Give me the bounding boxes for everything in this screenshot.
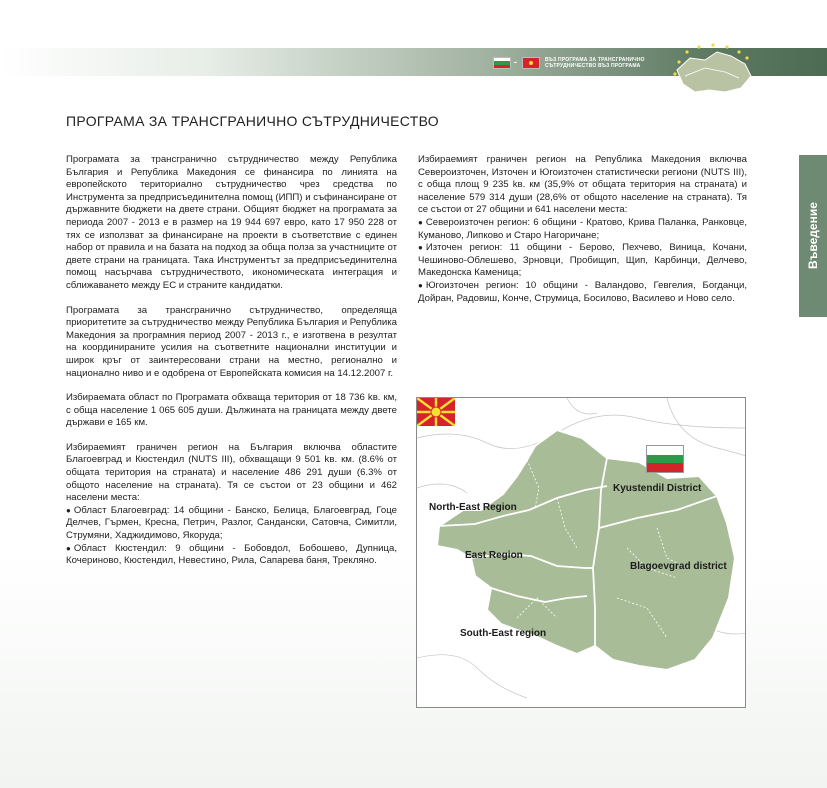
- map-label-east: East Region: [465, 550, 523, 561]
- paragraph: Избираемата област по Програмата обхваща територия от 18 736 kв. км, с обща население 1 065 605 души. Дължината на границата между двете държави е 165 км.: [66, 392, 397, 429]
- paragraph: Програмата за трансгранично сътрудничество между Република България и Република Македония се финансира по линията на европейското териториално сътрудничество чрез средства по Инструмента за предприсъединителна помощ (ИПП) и съфинансиране от държавните бюджети на двете страни. Общият бюджет на програмата за периода 2007 - 2013 е в размер на 19 944 697 евро, като 17 950 228 от тях се използват за финансиране на проекти в съответствие с единен набор от правила и на базата на подход за обща полза за участниците от двете страни на границата. Така Инструментът за предприсъединителна помощ насърчава сътрудничеството, икономическата интеграция и сближаването между ЕС и страните кандидатки.: [66, 154, 397, 291]
- header-logo-text: ВЪЗ ПРОГРАМА ЗА ТРАНСГРАНИЧНО СЪТРУДНИЧЕСТВО ВЪЗ ПРОГРАМА: [545, 57, 645, 69]
- bulgarian-flag-icon: [646, 445, 684, 473]
- macedonian-flag-icon: [417, 398, 455, 426]
- macedonian-flag-icon: [522, 57, 540, 69]
- flag-separator: -: [514, 57, 517, 67]
- paragraph-with-list: [66, 442, 397, 568]
- bullet-icon: ●: [66, 505, 71, 515]
- bullet-icon: ●: [66, 543, 71, 553]
- map-label-blagoevgrad: Blagoevgrad district: [630, 561, 727, 572]
- bullet-icon: ●: [418, 280, 423, 290]
- map-label-kyustendil: Kyustendil District: [613, 483, 702, 494]
- bullet-icon: ●: [418, 217, 423, 227]
- paragraph: Избираемият граничен регион на България включва областите Благоевград и Кюстендил (NUTS III), обхващащи 9 501 kв. км. (8.6% от общата територия на страната) и население 486 291 души (6.3% от общото население на страната). Тя се състои от 23 общини и 462 населени места:: [66, 441, 397, 504]
- paragraph: Програмата за трансгранично сътрудничество, определяща приоритетите за сътрудничество между Република България и Република Македония за програмния период 2007 - 2013 г., е изготвена в резултат на координираните усилия на съответните национални институции и широк кръг от заинтересовани страни на местно, регионално и национално ниво и е одобрена от Европейската комисия на 14.12.2007 г.: [66, 304, 397, 379]
- list-item: ● Източен регион: 11 общини - Берово, Пехчево, Виница, Кочани, Чешиново-Облешево, Зрновци, Пробищип, Щип, Карбинци, Делчево, Македонска Каменица;: [418, 242, 747, 279]
- right-column: [418, 154, 747, 305]
- map-label-south-east: South-East region: [460, 628, 547, 639]
- list-item: ● Област Благоевград: 14 общини - Банско, Белица, Благоевград, Гоце Делчев, Гърмен, Кресна, Петрич, Разлог, Сандански, Сатовча, Симитли, Струмяни, Хаджидимово, Якоруда;: [66, 504, 397, 542]
- left-column: [66, 154, 397, 568]
- list-item: ● Югоизточен регион: 10 общини - Валандово, Гевгелия, Богданци, Дойран, Радовиш, Конче, Струмица, Босилово, Василево и Ново село.: [418, 279, 747, 304]
- paragraph-with-list: [418, 154, 747, 305]
- map-label-north-east: North-East Region: [429, 502, 517, 513]
- bulgarian-flag-icon: [493, 57, 511, 69]
- program-logo-map-icon: [665, 40, 760, 100]
- page-title: ПРОГРАМА ЗА ТРАНСГРАНИЧНО СЪТРУДНИЧЕСТВО: [66, 113, 439, 129]
- paragraph: Избираемият граничен регион на Република Македония включва Североизточен, Източен и Югоизточен статистически региони (NUTS III), с обща площ 9 235 kв. км (35,9% от общата територия на страната) и население 579 314 души (28,6% от общото население на страната). Тя се състои от 27 общини и 641 населени места:: [418, 154, 747, 216]
- region-map: [416, 397, 746, 708]
- bullet-icon: ●: [418, 243, 423, 253]
- section-tab-label: Въведение: [806, 202, 820, 270]
- list-item: ● Област Кюстендил: 9 общини - Бобовдол, Бобошево, Дупница, Кочериново, Кюстендил, Невестино, Рила, Сапарева баня, Трекляно.: [66, 542, 397, 567]
- list-item: ● Североизточен регион: 6 общини - Кратово, Крива Паланка, Ранковце, Куманово, Липково и Старо Нагоричане;: [418, 216, 747, 241]
